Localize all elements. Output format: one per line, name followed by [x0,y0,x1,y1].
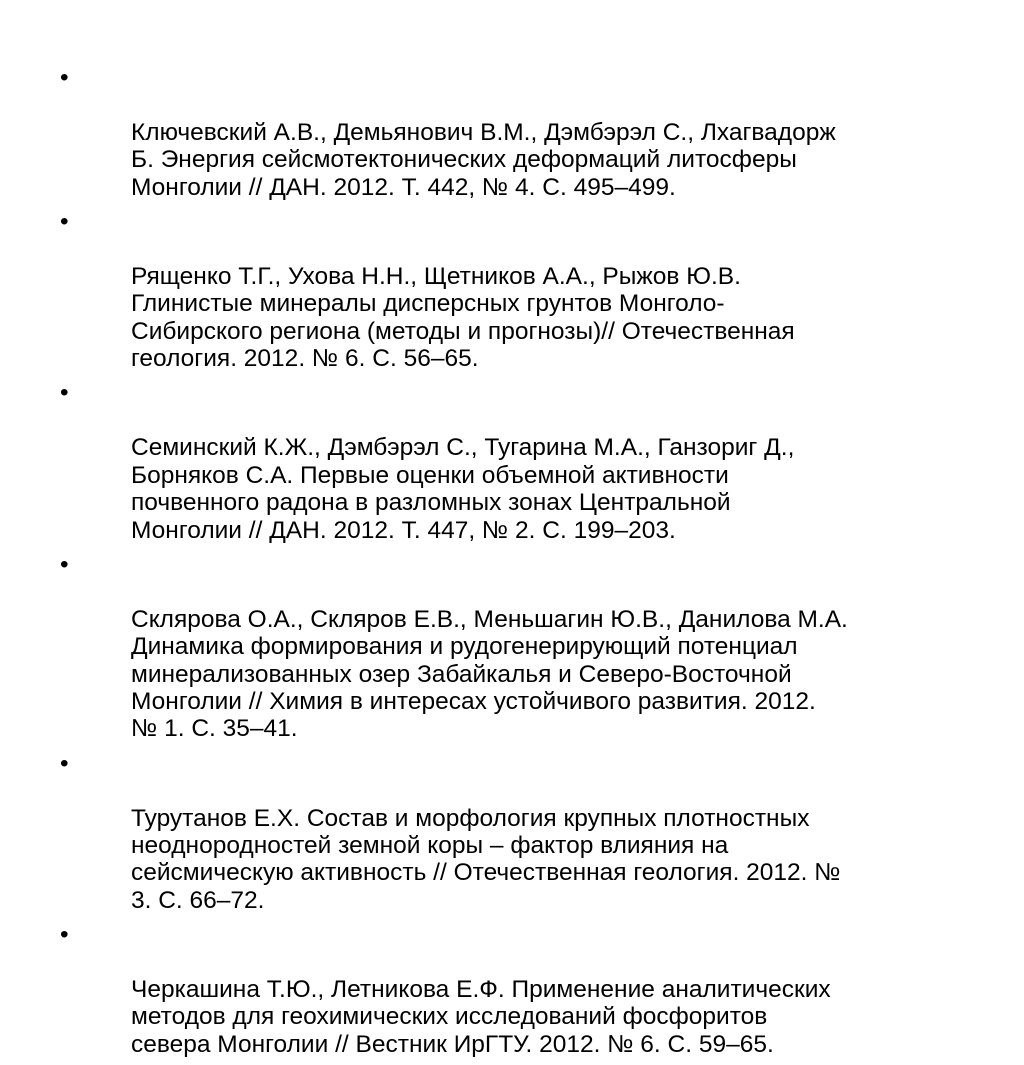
bullet-icon: • [60,208,69,236]
reference-item [60,208,980,372]
reference-text: Склярова О.А., Скляров Е.В., Меньшагин Ю.В., Данилова М.А. Динамика формирования и рудогенерирующий потенциал минерализованных озер Забайкалья и Северо-Восточной Монголии // Химия в интересах устойчивого развития. 2012. № 1. С. 35–41. [131,605,848,743]
bullet-icon: • [60,550,69,578]
bullet-icon: • [60,64,69,91]
reference-text: Рященко Т.Г., Ухова Н.Н., Щетников А.А., Рыжов Ю.В. Глинистые минералы дисперсных грунтов Монголо- Сибирского региона (методы и прогнозы)// Отечественная геология. 2012. № 6. С. 56–65. [131,262,795,373]
bullet-icon: • [60,749,69,777]
reference-item [60,921,980,1058]
reference-text: Черкашина Т.Ю., Летникова Е.Ф. Применение аналитических методов для геохимических исследований фосфоритов севера Монголии // Вестник ИрГТУ. 2012. № 6. С. 59–65. [131,976,831,1058]
bullet-icon: • [60,921,69,949]
reference-item [60,379,980,543]
bullet-icon: • [60,379,69,407]
reference-list [60,64,980,1065]
reference-item [60,64,980,201]
reference-item [60,750,980,914]
reference-text: Ключевский А.В., Демьянович В.М., Дэмбэрэл С., Лхагвадорж Б. Энергия сейсмотектонических деформаций литосферы Монголии // ДАН. 2012. Т. 442, № 4. С. 495–499. [131,118,836,201]
reference-item [60,551,980,743]
reference-text: Турутанов Е.Х. Состав и морфология крупных плотностных неоднородностей земной коры – фактор влияния на сейсмическую активность // Отечественная геология. 2012. № 3. С. 66–72. [131,804,841,914]
reference-text: Семинский К.Ж., Дэмбэрэл С., Тугарина М.А., Ганзориг Д., Борняков С.А. Первые оценки объемной активности почвенного радона в разломных зонах Центральной Монголии // ДАН. 2012. Т. 447, № 2. С. 199–203. [131,434,795,544]
